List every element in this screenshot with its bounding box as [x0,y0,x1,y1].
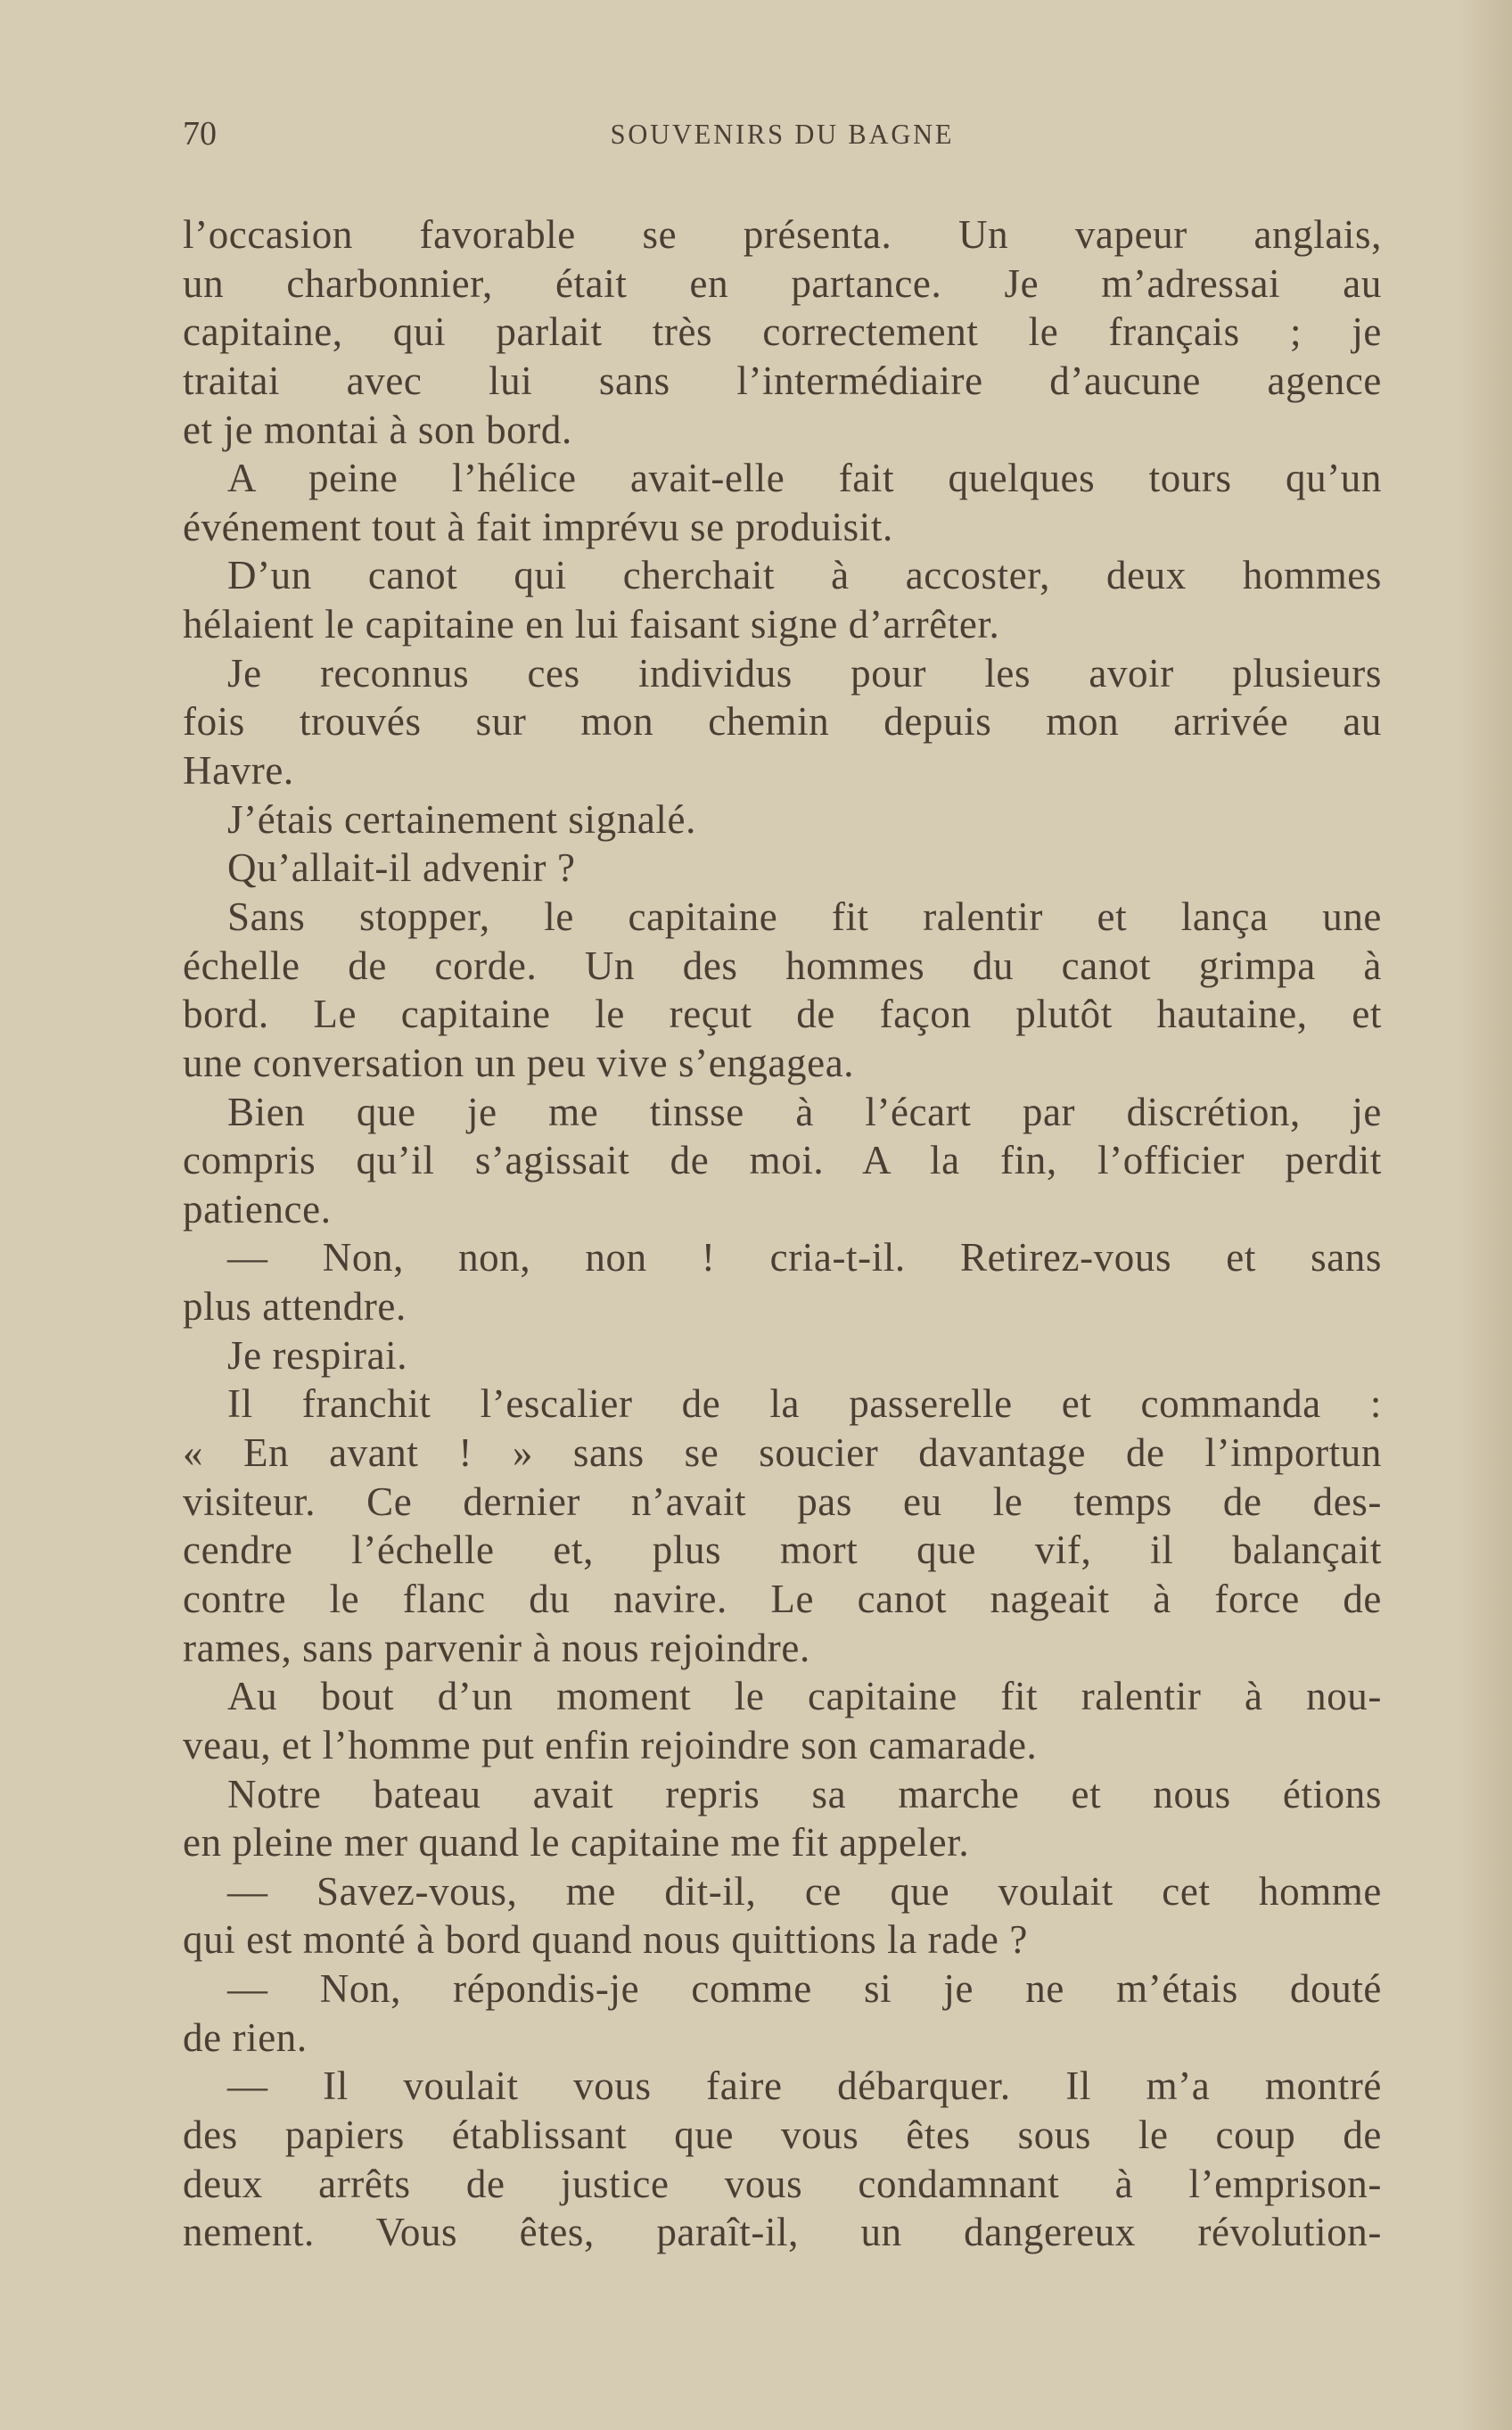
body-text [183,210,1382,2257]
text-line: une conversation un peu vive s’engagea. [183,1040,855,1085]
text-line: Qu’allait-il advenir ? [227,845,576,891]
page-number: 70 [183,115,217,152]
text-line: cendre l’échelle et, plus mort que vif, il balançait [183,1528,1382,1573]
text-line: — Non, non, non ! cria-t-il. Retirez-vous et sans [227,1235,1382,1281]
text-line: rames, sans parvenir à nous rejoindre. [183,1625,810,1670]
text-line: de rien. [183,2014,308,2060]
text-line: échelle de corde. Un des hommes du canot grimpa à [183,943,1382,988]
text-line: compris qu’il s’agissait de moi. A la fin, l’officier perdit [183,1138,1382,1183]
text-line: contre le flanc du navire. Le canot nageait à force de [183,1576,1382,1621]
text-line: plus attendre. [183,1284,407,1330]
text-line: Je respirai. [227,1332,408,1378]
text-line: l’occasion favorable se présenta. Un vapeur anglais, [183,212,1382,257]
text-line: Je reconnus ces individus pour les avoir plusieurs [227,650,1382,696]
text-line: patience. [183,1186,332,1231]
text-line: — Il voulait vous faire débarquer. Il m’a montré [227,2063,1382,2109]
text-line: — Savez-vous, me dit-il, ce que voulait cet homme [227,1868,1382,1914]
text-line: — Non, répondis-je comme si je ne m’étais douté [227,1966,1382,2012]
text-line: « En avant ! » sans se soucier davantage de l’importun [183,1430,1382,1476]
page-edge-shadow [1459,0,1512,2430]
text-line: Au bout d’un moment le capitaine fit ralentir à nou- [227,1674,1382,1719]
text-line: en pleine mer quand le capitaine me fit appeler. [183,1820,970,1866]
text-line: Il franchit l’escalier de la passerelle et commanda : [227,1381,1382,1427]
text-line: nement. Vous êtes, paraît-il, un dangereux révolution- [183,2210,1382,2255]
text-line: veau, et l’homme put enfin rejoindre son camarade. [183,1722,1038,1767]
text-line: un charbonnier, était en partance. Je m’adressai au [183,260,1382,306]
text-line: qui est monté à bord quand nous quittions la rade ? [183,1917,1028,1963]
text-line: A peine l’hélice avait-elle fait quelques tours qu’un [227,456,1382,501]
text-line: Bien que je me tinsse à l’écart par discrétion, je [227,1089,1382,1134]
text-line: deux arrêts de justice vous condamnant à l’emprison- [183,2161,1382,2206]
text-line: fois trouvés sur mon chemin depuis mon arrivée au [183,699,1382,745]
text-line: bord. Le capitaine le reçut de façon plutôt hautaine, et [183,992,1382,1037]
page-header [183,114,1382,164]
text-line: hélaient le capitaine en lui faisant signe d’arrêter. [183,602,1000,647]
text-line: D’un canot qui cherchait à accoster, deux hommes [227,553,1382,598]
text-line: capitaine, qui parlait très correctement le français ; je [183,309,1382,355]
text-line: visiteur. Ce dernier n’avait pas eu le temps de des- [183,1479,1382,1524]
text-line: J’étais certainement signalé. [227,796,696,842]
text-line: Notre bateau avait repris sa marche et nous étions [227,1771,1382,1816]
text-line: et je montai à son bord. [183,407,572,452]
text-line: Sans stopper, le capitaine fit ralentir et lança une [227,894,1382,939]
text-line: des papiers établissant que vous êtes sous le coup de [183,2112,1382,2157]
running-title: SOUVENIRS DU BAGNE [610,118,955,150]
text-line: événement tout à fait imprévu se produisit. [183,504,893,549]
text-line: Havre. [183,748,294,794]
text-line: traitai avec lui sans l’intermédiaire d’aucune agence [183,358,1382,403]
